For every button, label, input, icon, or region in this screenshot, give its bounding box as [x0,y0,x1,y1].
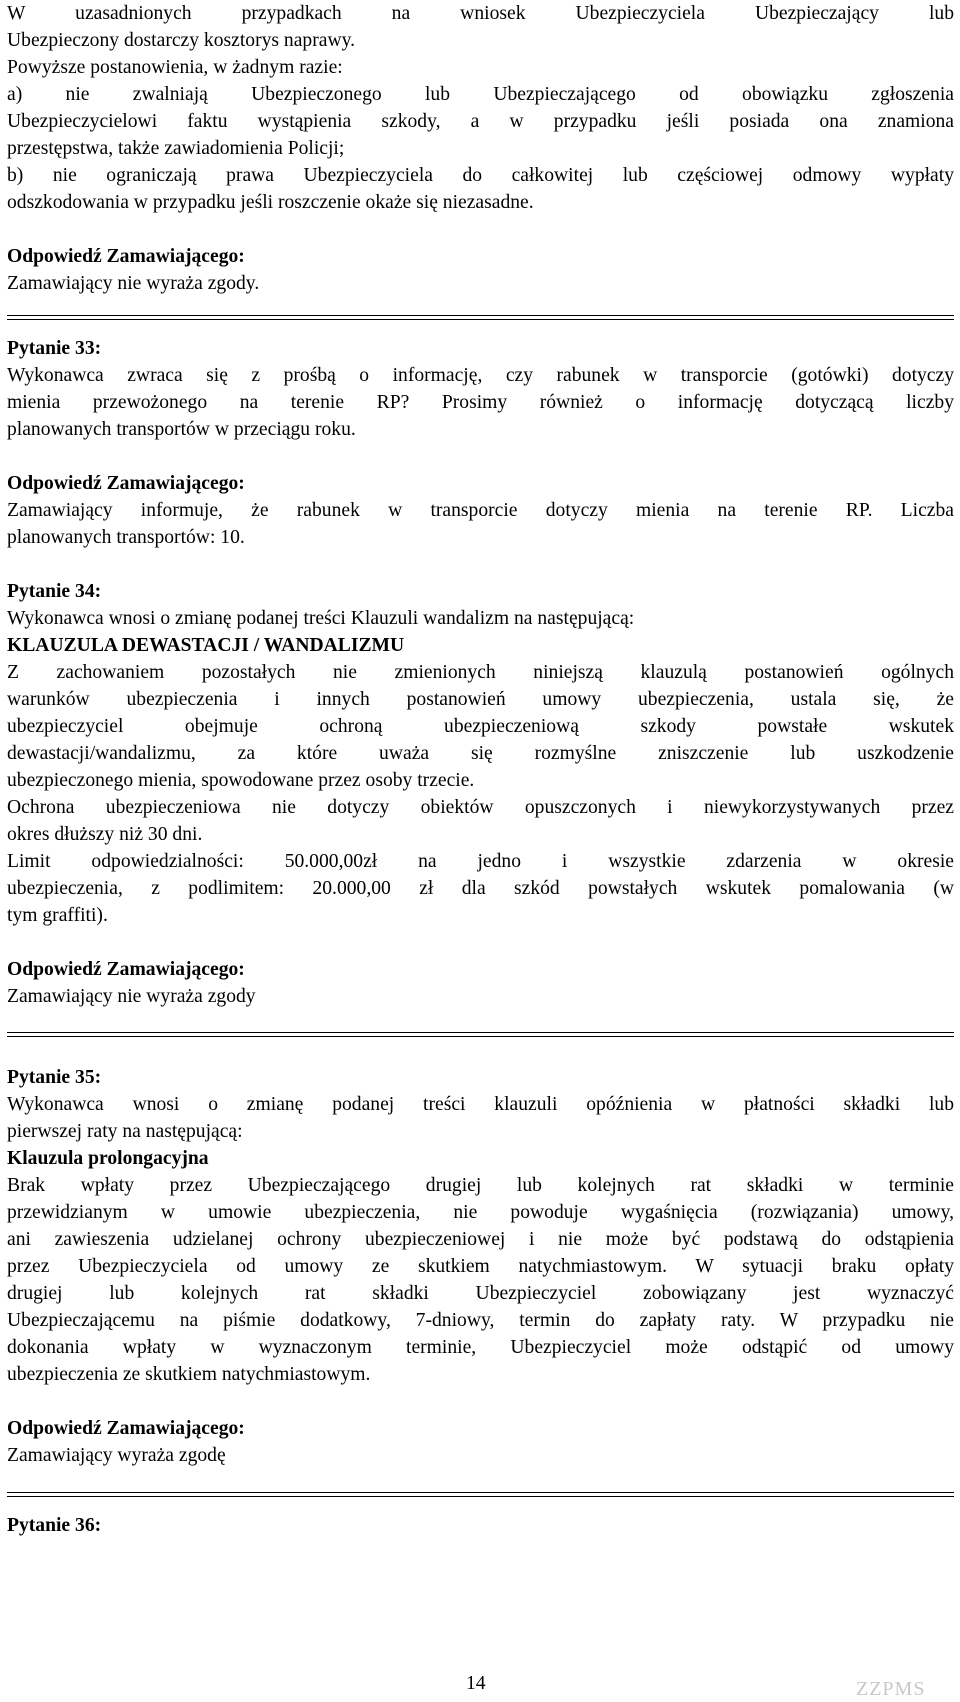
paragraph-line: Powyższe postanowienia, w żadnym razie: [7,57,343,78]
clause-line: dewastacji/wandalizmu, za które uważa się rozmyślne zniszczenie lub uszkodzenie [7,743,954,764]
question-title: Pytanie 34: [7,581,102,602]
paragraph-line: Ubezpieczycielowi faktu wystąpienia szkody, a w przypadku jeśli posiada ona znamiona [7,111,954,132]
clause-line: drugiej lub kolejnych rat składki Ubezpieczyciel zobowiązany jest wyznaczyć [7,1283,954,1304]
section-divider [7,1492,954,1497]
answer-text: Zamawiający informuje, że rabunek w transporcie dotyczy mienia na terenie RP. Liczba [7,500,954,521]
paragraph-line: przestępstwa, także zawiadomienia Policji; [7,138,345,159]
clause-line: ani zawieszenia udzielanej ochrony ubezpieczeniowej i nie może być podstawą do odstąpienia [7,1229,954,1250]
clause-title: KLAUZULA DEWASTACJI / WANDALIZMU [7,635,405,656]
clause-line: ubezpieczonego mienia, spowodowane przez osoby trzecie. [7,770,475,791]
clause-line: przez Ubezpieczyciela od umowy ze skutkiem natychmiastowym. W sytuacji braku opłaty [7,1256,954,1277]
answer-text: Zamawiający nie wyraża zgody [7,986,256,1007]
clause-line: dokonania wpłaty w wyznaczonym terminie, Ubezpieczyciel może odstąpić od umowy [7,1337,954,1358]
clause-line: Ubezpieczającemu na piśmie dodatkowy, 7-dniowy, termin do zapłaty raty. W przypadku nie [7,1310,954,1331]
clause-line: okres dłuższy niż 30 dni. [7,824,203,845]
clause-line: warunków ubezpieczenia i innych postanowień umowy ubezpieczenia, ustala się, że [7,689,954,710]
clause-line: Ochrona ubezpieczeniowa nie dotyczy obiektów opuszczonych i niewykorzystywanych przez [7,797,954,818]
paragraph-line: Ubezpieczony dostarczy kosztorys naprawy. [7,30,356,51]
watermark: ZZPMS [856,1678,926,1700]
answer-label: Odpowiedź Zamawiającego: [7,959,245,980]
section-divider [7,315,954,320]
question-line: Wykonawca zwraca się z prośbą o informację, czy rabunek w transporcie (gotówki) dotyczy [7,365,954,386]
answer-label: Odpowiedź Zamawiającego: [7,473,245,494]
answer-text: planowanych transportów: 10. [7,527,245,548]
paragraph-line: odszkodowania w przypadku jeśli roszczenie okaże się niezasadne. [7,192,534,213]
question-title: Pytanie 35: [7,1067,102,1088]
question-title: Pytanie 33: [7,338,102,359]
clause-line: Limit odpowiedzialności: 50.000,00zł na jedno i wszystkie zdarzenia w okresie [7,851,954,872]
page-number: 14 [466,1673,486,1694]
question-line: Wykonawca wnosi o zmianę podanej treści klauzuli opóźnienia w płatności składki lub [7,1094,954,1115]
question-line: Wykonawca wnosi o zmianę podanej treści Klauzuli wandalizm na następującą: [7,608,635,629]
question-line: mienia przewożonego na terenie RP? Prosimy również o informację dotyczącą liczby [7,392,954,413]
paragraph-line: W uzasadnionych przypadkach na wniosek Ubezpieczyciela Ubezpieczający lub [7,3,954,24]
question-title: Pytanie 36: [7,1515,102,1536]
clause-line: ubezpieczyciel obejmuje ochroną ubezpieczeniową szkody powstałe wskutek [7,716,954,737]
answer-text: Zamawiający nie wyraża zgody. [7,273,260,294]
clause-title: Klauzula prolongacyjna [7,1148,209,1169]
section-divider [7,1032,954,1037]
paragraph-line: b) nie ograniczają prawa Ubezpieczyciela do całkowitej lub częściowej odmowy wypłaty [7,165,954,186]
clause-line: tym graffiti). [7,905,108,926]
clause-line: ubezpieczenia, z podlimitem: 20.000,00 zł dla szkód powstałych wskutek pomalowania (w [7,878,954,899]
clause-line: Z zachowaniem pozostałych nie zmienionych niniejszą klauzulą postanowień ogólnych [7,662,954,683]
clause-line: ubezpieczenia ze skutkiem natychmiastowym. [7,1364,371,1385]
answer-label: Odpowiedź Zamawiającego: [7,1418,245,1439]
question-line: planowanych transportów w przeciągu roku. [7,419,356,440]
clause-line: Brak wpłaty przez Ubezpieczającego drugiej lub kolejnych rat składki w terminie [7,1175,954,1196]
question-line: pierwszej raty na następującą: [7,1121,243,1142]
paragraph-line: a) nie zwalniają Ubezpieczonego lub Ubezpieczającego od obowiązku zgłoszenia [7,84,954,105]
answer-label: Odpowiedź Zamawiającego: [7,246,245,267]
clause-line: przewidzianym w umowie ubezpieczenia, nie powoduje wygaśnięcia (rozwiązania) umowy, [7,1202,954,1223]
answer-text: Zamawiający wyraża zgodę [7,1445,226,1466]
